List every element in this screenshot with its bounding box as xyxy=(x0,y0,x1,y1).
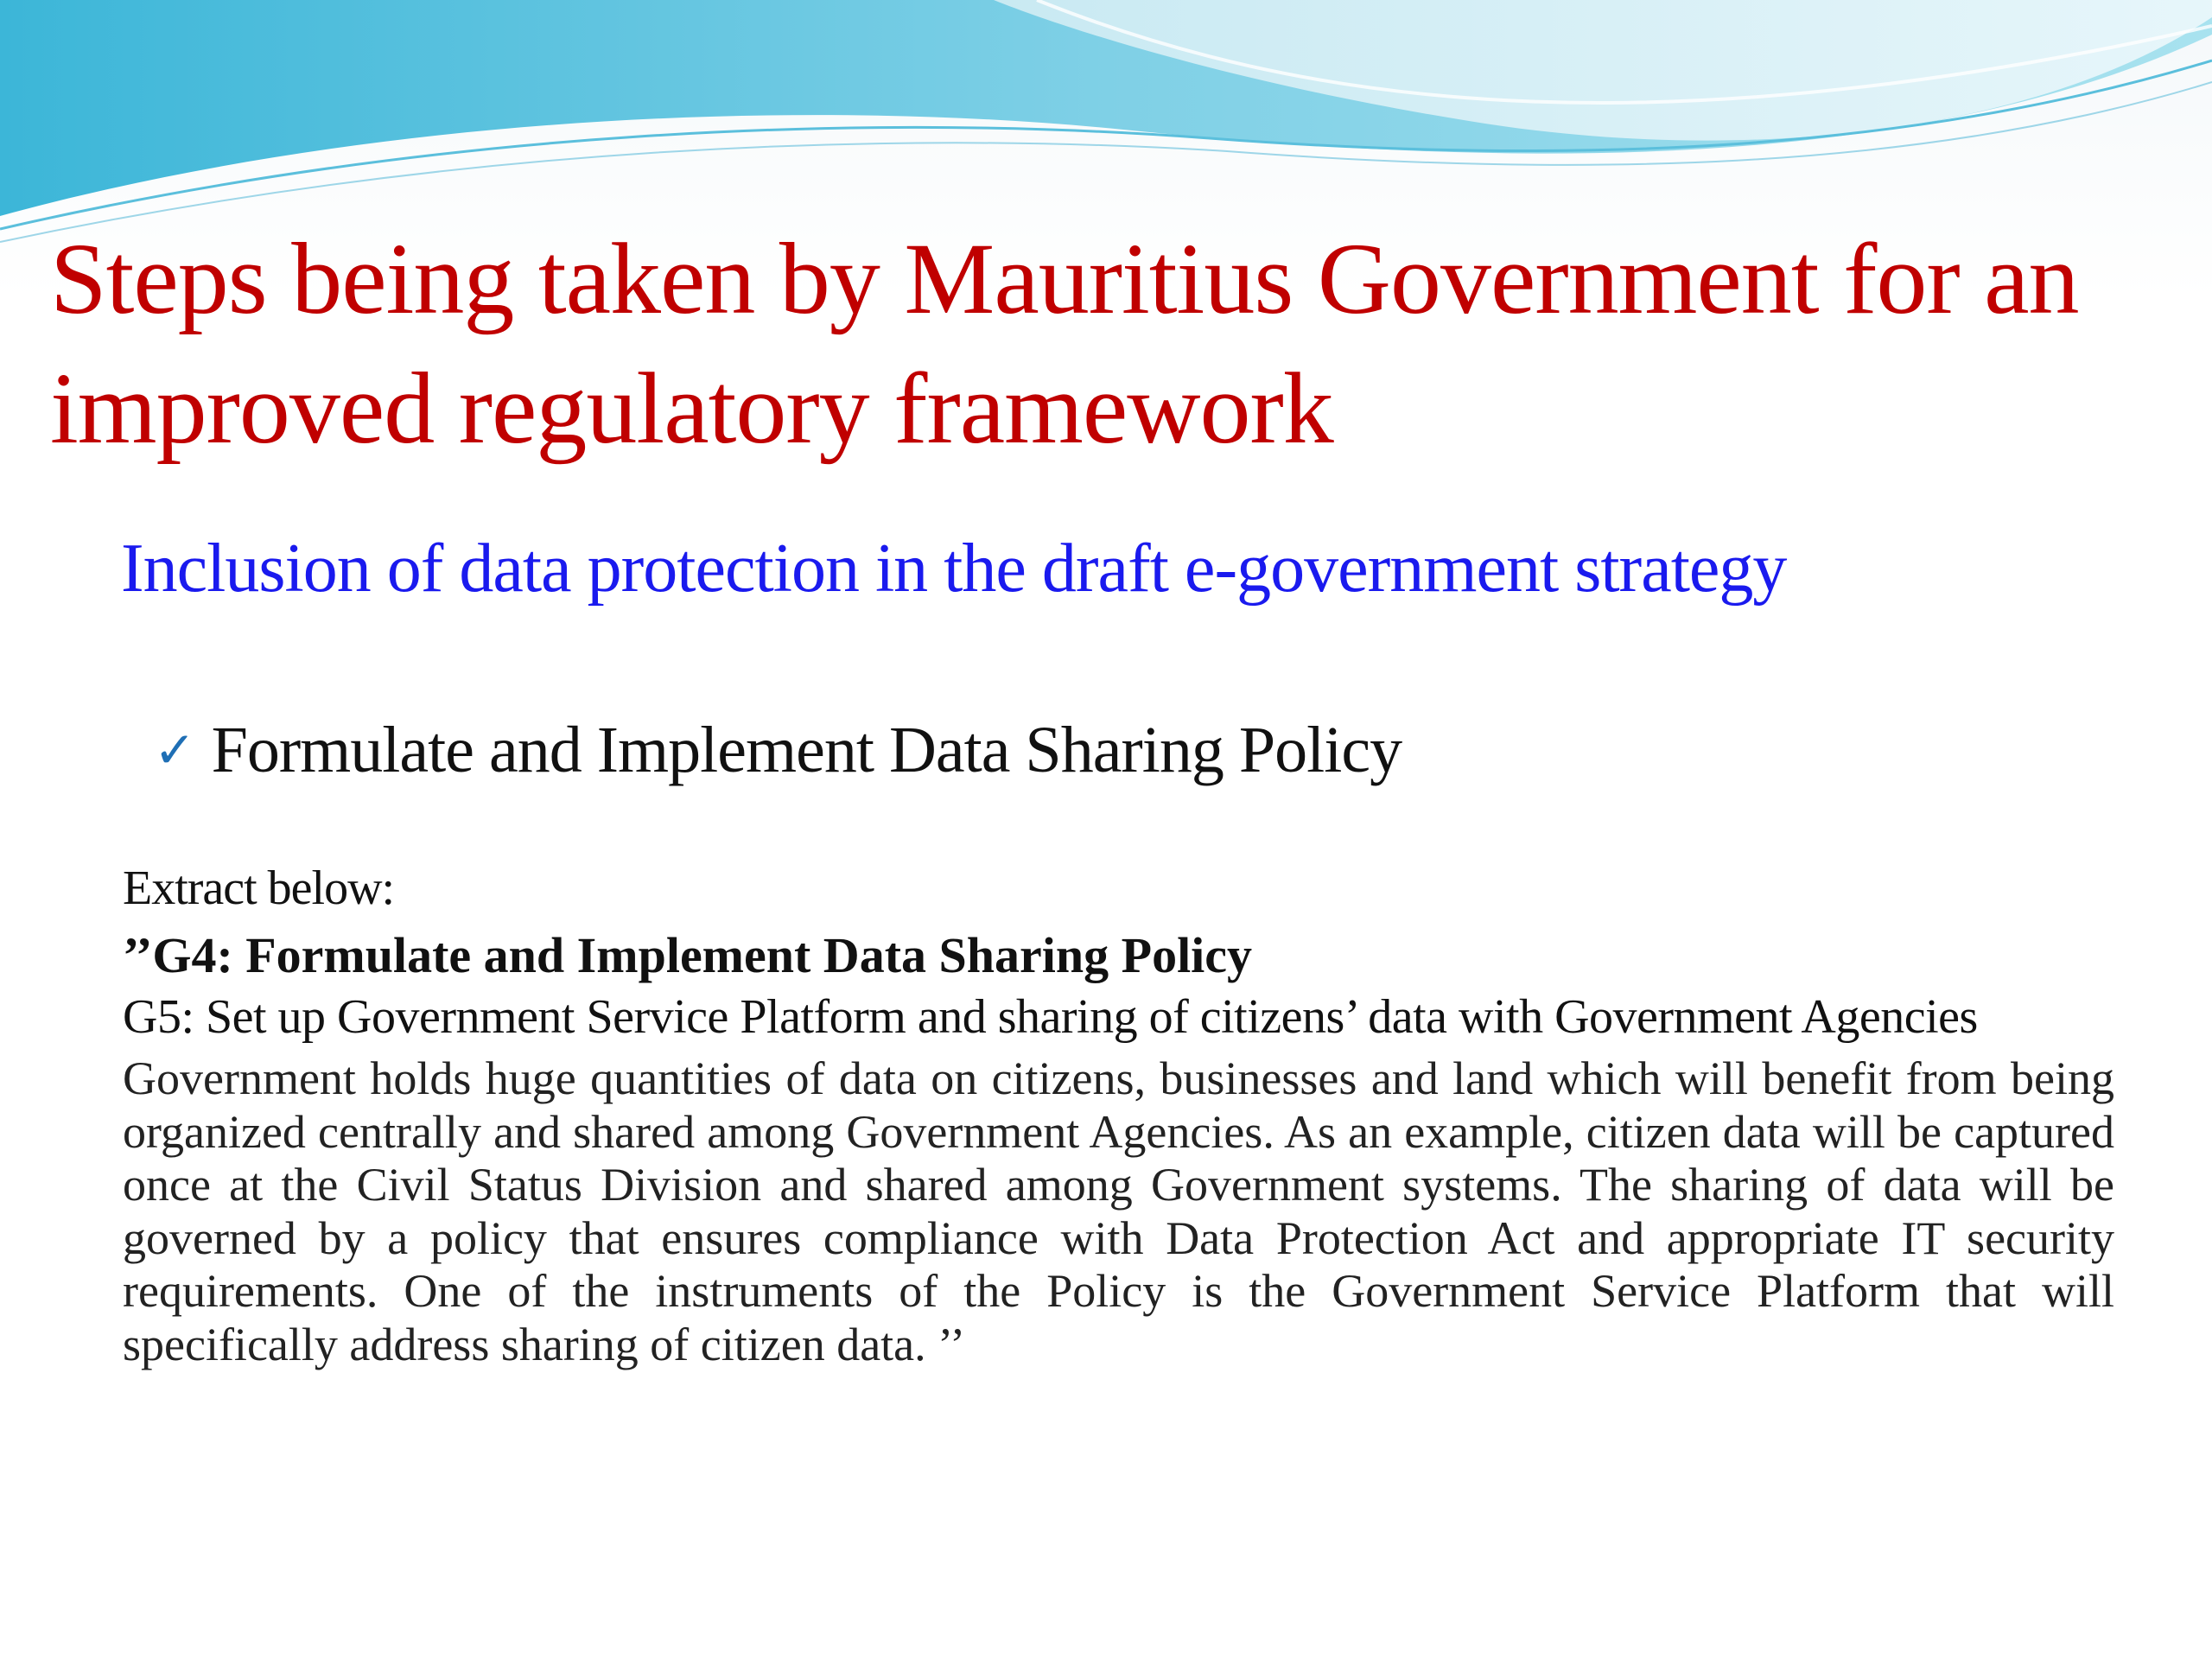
extract-paragraph: Government holds huge quantities of data on citizens, businesses and land which will benefit from being organized centrally and shared among Government Agencies. As an example, citizen data will be captured once at the Civil Status Division and shared among Government systems. The sharing of data will be governed by a policy that ensures compliance with Data Protection Act and appropriate IT security requirements. One of the instruments of the Policy is the Government Service Platform that will specifically address sharing of citizen data. ’’ xyxy=(123,1052,2114,1370)
g5-heading: G5: Set up Government Service Platform and sharing of citizens’ data with Government Agencies xyxy=(123,990,1978,1044)
g4-heading: ’’G4: Formulate and Implement Data Sharing Policy xyxy=(123,927,1253,983)
extract-label: Extract below: xyxy=(123,861,395,915)
checkmark-icon: ✓ xyxy=(154,721,196,779)
bullet-text: Formulate and Implement Data Sharing Policy xyxy=(211,714,1402,786)
extract-block xyxy=(123,855,2114,1371)
slide-title: Steps being taken by Mauritius Government for an improved regulatory framework xyxy=(50,222,2079,465)
slide-subtitle: Inclusion of data protection in the draft e-government strategy xyxy=(121,531,1787,607)
bullet-item xyxy=(154,707,1402,793)
